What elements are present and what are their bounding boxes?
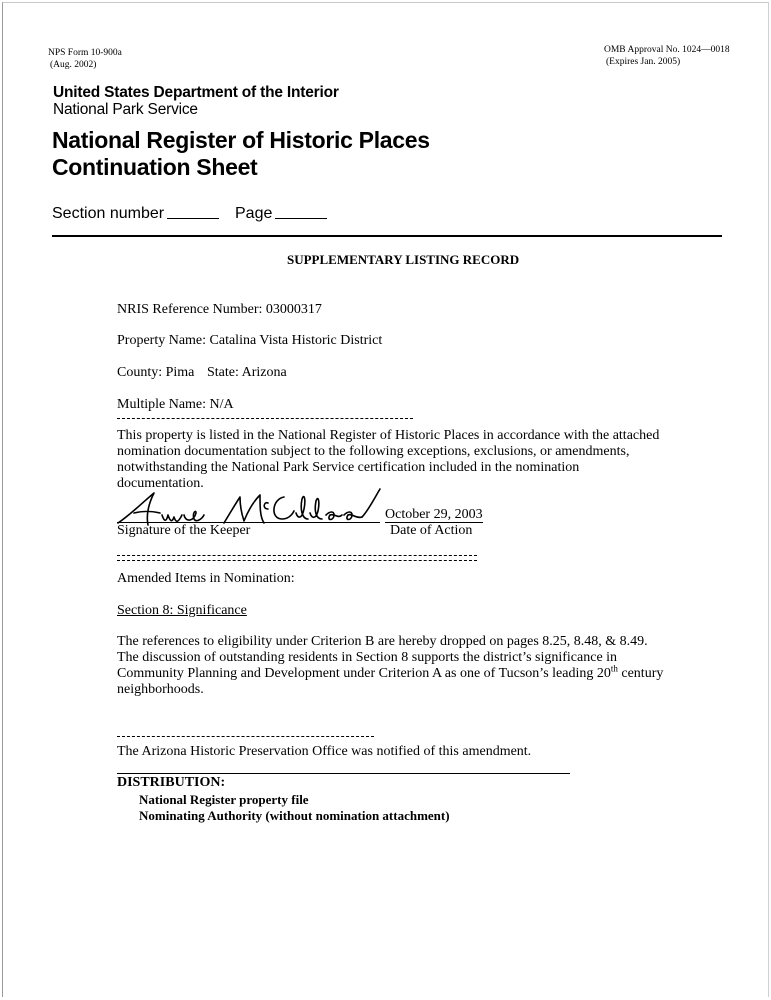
header-divider (52, 235, 722, 237)
county: County: Pima (117, 365, 195, 380)
date-of-action-label: Date of Action (390, 523, 473, 538)
section-number-blank (167, 218, 219, 219)
section-number-label: Section number (52, 205, 165, 222)
amendment-line-2: The discussion of outstanding residents in Section 8 supports the district’s significance in (117, 650, 618, 665)
property-name: Property Name: Catalina Vista Historic District (117, 333, 383, 348)
dashed-separator (117, 418, 413, 419)
distribution-item-2: Nominating Authority (without nomination attachment) (139, 808, 450, 823)
distribution-heading: DISTRIBUTION: (117, 775, 226, 790)
superscript-th: th (610, 663, 618, 674)
amendment-line-4: neighborhoods. (117, 682, 204, 697)
record-heading: SUPPLEMENTARY LISTING RECORD (287, 252, 520, 267)
page-label: Page (235, 205, 273, 222)
omb-expires: (Expires Jan. 2005) (606, 57, 681, 67)
century-word: century (617, 666, 664, 681)
amendment-line-3 (117, 663, 664, 682)
amended-items-label: Amended Items in Nomination: (117, 571, 295, 586)
statement-line-1: This property is listed in the National Register of Historic Places in accordance with the attached (117, 428, 660, 443)
state: State: Arizona (207, 365, 287, 380)
form-date: (Aug. 2002) (50, 60, 97, 70)
amendment-line-1: The references to eligibility under Criterion B are hereby dropped on pages 8.25, 8.48, & 8.49. (117, 634, 648, 649)
statement-line-2: nomination documentation subject to the following exceptions, exclusions, or amendments, (117, 444, 630, 459)
department-name: United States Department of the Interior (53, 84, 339, 101)
action-date: October 29, 2003 (385, 507, 483, 522)
distribution-rule (117, 773, 570, 774)
statement-line-4: documentation. (117, 476, 204, 491)
nris-reference: NRIS Reference Number: 03000317 (117, 302, 322, 317)
section-8-heading: Section 8: Significance (117, 603, 247, 618)
notification-text: The Arizona Historic Preservation Office was notified of this amendment. (117, 744, 532, 759)
multiple-name: Multiple Name: N/A (117, 397, 234, 412)
amendment-line-3-text: Community Planning and Development under Criterion A as one of Tucson’s leading 20 (117, 666, 611, 681)
signature-label: Signature of the Keeper (117, 523, 251, 538)
form-title-line2: Continuation Sheet (52, 154, 258, 180)
dashed-separator-2 (117, 736, 374, 737)
statement-line-3: notwithstanding the National Park Service certification included in the nomination (117, 460, 580, 475)
form-title-line1: National Register of Historic Places (52, 127, 430, 153)
form-id: NPS Form 10-900a (48, 48, 122, 58)
page-blank (275, 218, 327, 219)
agency-name: National Park Service (53, 101, 198, 118)
double-dashed-separator (117, 555, 477, 561)
distribution-item-1: National Register property file (139, 792, 309, 807)
omb-approval: OMB Approval No. 1024—0018 (604, 45, 730, 55)
